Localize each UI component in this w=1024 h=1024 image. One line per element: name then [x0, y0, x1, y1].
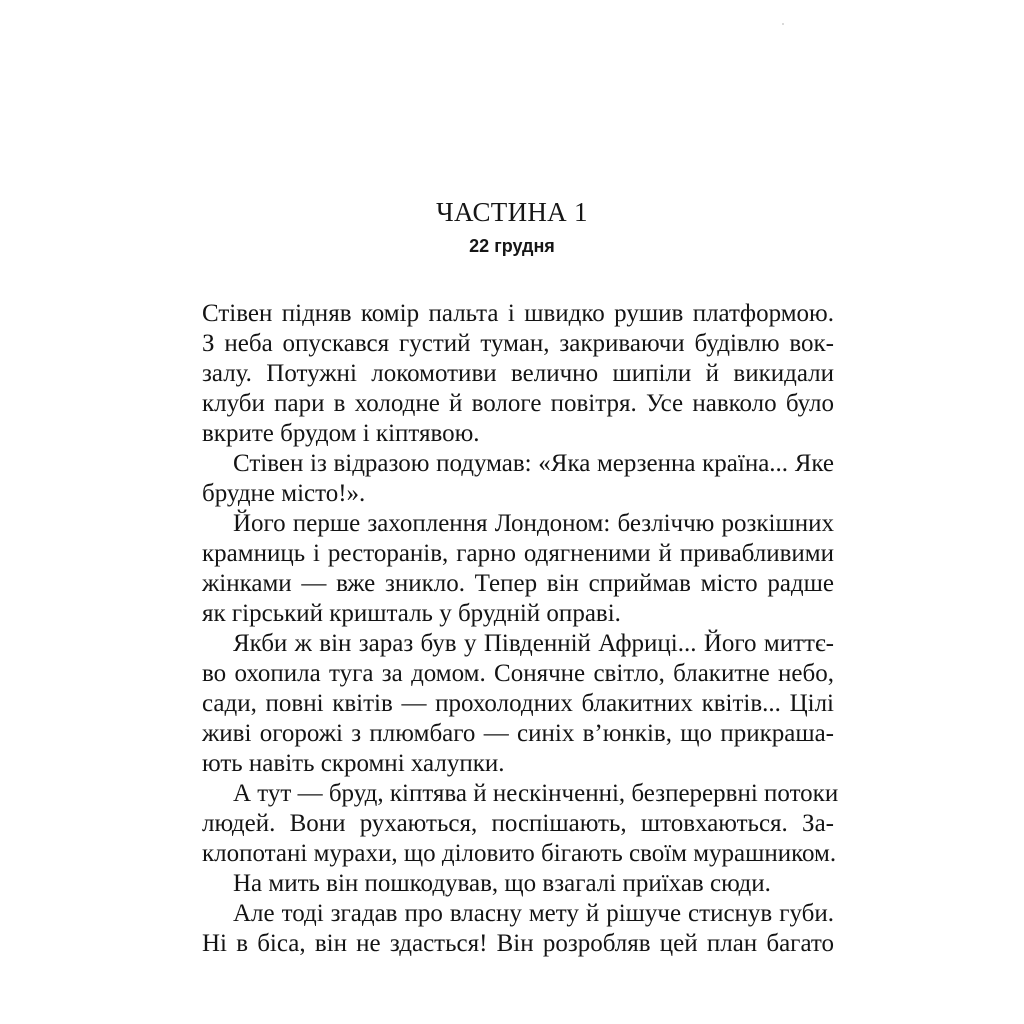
text-line: жінками — вже зникло. Тепер він сприймав місто радше	[202, 570, 834, 597]
paragraph	[202, 449, 834, 509]
part-title: ЧАСТИНА 1	[436, 197, 588, 227]
paragraph	[202, 629, 834, 779]
text-line: ють навіть скромні халупки.	[202, 750, 505, 777]
text-line: залу. Потужні локомотиви велично шипіли й викидали	[202, 360, 834, 387]
text-line: Але тоді згадав про власну мету й рішуче стиснув губи.	[233, 900, 834, 927]
text-line: Стівен підняв комір пальта і швидко рушив платформою.	[202, 300, 834, 327]
paragraph	[202, 299, 834, 449]
text-line: Ні в біса, він не здасться! Він розробляв цей план багато	[202, 930, 834, 957]
text-line: клопотані мурахи, що діловито бігають своїм мурашником.	[202, 840, 837, 867]
text-line: На мить він пошкодував, що взагалі приїхав сюди.	[233, 870, 771, 897]
paragraph	[202, 869, 834, 899]
body-text	[202, 299, 839, 959]
text-line: во охопила туга за домом. Сонячне світло, блакитне небо,	[202, 660, 834, 687]
text-line: А тут — бруд, кіптява й нескінченні, безперервні потоки	[233, 780, 839, 807]
text-line: Його перше захоплення Лондоном: безліччю розкішних	[233, 510, 834, 537]
text-line: З неба опускався густий туман, закриваючи будівлю вок-	[202, 330, 834, 357]
text-line: живі огорожі з плюмбаго — синіх в’юнків, що прикраша-	[202, 720, 834, 747]
text-line: Стівен із відразою подумав: «Яка мерзенна країна... Яке	[233, 450, 834, 477]
text-line: людей. Вони рухаються, поспішають, штовхаються. За-	[202, 810, 834, 837]
paragraph	[202, 899, 834, 959]
text-line: брудне місто!».	[202, 480, 366, 507]
text-line: крамниць і ресторанів, гарно одягненими й привабливими	[202, 540, 834, 567]
text-line: сади, повні квітів — прохолодних блакитних квітів... Цілі	[202, 690, 834, 717]
scan-speck	[782, 23, 784, 25]
paragraph	[202, 509, 834, 629]
text-line: вкрите брудом і кіптявою.	[202, 420, 480, 447]
chapter-date: 22 грудня	[469, 236, 555, 256]
text-line: Якби ж він зараз був у Південній Африці... Його миттє-	[233, 630, 834, 657]
text-line: клуби пари в холодне й вологе повітря. Усе навколо було	[202, 390, 834, 417]
paragraph	[202, 779, 839, 869]
text-line: як гірський кришталь у брудній оправі.	[202, 600, 621, 627]
